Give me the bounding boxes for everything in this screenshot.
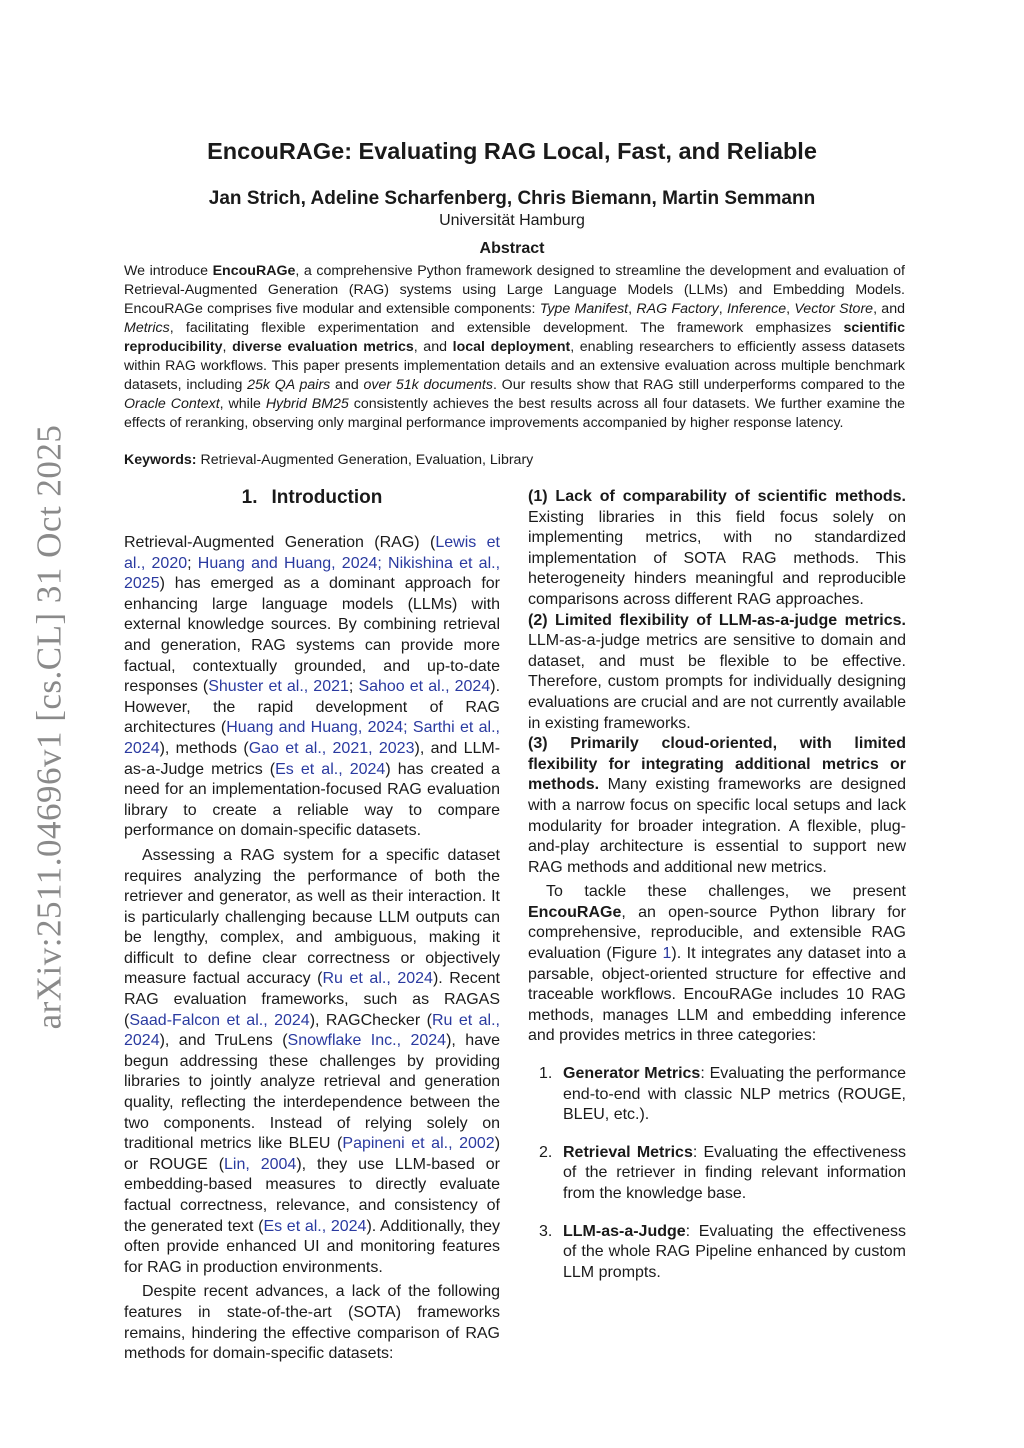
arxiv-identifier-text: arXiv:2511.04696v1 [cs.CL] 31 Oct 2025 xyxy=(29,424,68,1030)
intro-paragraph-1: Retrieval-Augmented Generation (RAG) (Lewis et al., 2020; Huang and Huang, 2024; Nikishina et al., 2025) has emerged as a dominant approach for enhancing large language models (LLMs) with external knowledge sources. By combining retrieval and generation, RAG systems can provide more factual, contextually grounded, and up-to-date responses (Shuster et al., 2021; Sahoo et al., 2024). However, the rapid development of RAG architectures (Huang and Huang, 2024; Sarthi et al., 2024), methods (Gao et al., 2021, 2023), and LLM-as-a-Judge metrics (Es et al., 2024) has created a need for an implementation-focused RAG evaluation library to create a reliable way to compare performance on domain-specific datasets. xyxy=(124,534,501,840)
section-heading-introduction: 1. Introduction xyxy=(241,487,383,508)
list-item: 3. LLM-as-a-Judge: Evaluating the effectiveness of the whole RAG Pipeline enhanced by custom LLM prompts. xyxy=(539,1222,906,1281)
citation-link[interactable]: Lewis et al., 2020 xyxy=(124,534,500,572)
issue-1: (1) Lack of comparability of scientific methods. Existing libraries in this field focus solely on implementing metrics, with no standardized implementation of SOTA RAG methods. This heterogeneity hinders meaningful and reproducible comparisons across different RAG approaches. xyxy=(528,488,906,608)
citation-link[interactable]: Gao et al., 2021, 2023 xyxy=(248,739,415,757)
citation-link[interactable]: Lin, 2004 xyxy=(224,1155,297,1173)
issue-2: (2) Limited flexibility of LLM-as-a-judge metrics. LLM-as-a-judge metrics are sensitive to domain and dataset, and must be flexible to be effective. Therefore, custom prompts for individually designing evaluations are crucial and are not currently available in existing frameworks. xyxy=(528,611,906,732)
issue-3: (3) Primarily cloud-oriented, with limited flexibility for integrating additional metrics or methods. Many existing frameworks are designed with a narrow focus on specific local setups and lack modularity for broader integration. A flexible, plug-and-play architecture is essential to support new RAG methods and additional new metrics. xyxy=(528,735,906,876)
citation-link[interactable]: Huang and Huang, 2024; Nikishina et al., 2025 xyxy=(124,554,501,593)
left-column xyxy=(124,486,500,1365)
keywords-text: Retrieval-Augmented Generation, Evaluation, Library xyxy=(196,452,534,468)
keywords-label: Keywords: xyxy=(124,452,197,468)
citation-link[interactable]: Papineni et al., 2002 xyxy=(342,1135,495,1153)
author-list: Jan Strich, Adeline Scharfenberg, Chris Biemann, Martin Semmann xyxy=(208,188,816,209)
citation-link[interactable]: Shuster et al., 2021 xyxy=(208,678,349,696)
citation-link[interactable]: Ru et al., 2024 xyxy=(124,1011,500,1050)
citation-link[interactable]: Ru et al., 2024 xyxy=(322,970,433,988)
affiliation: Universität Hamburg xyxy=(439,212,585,229)
intro-paragraph-3: Despite recent advances, a lack of the following features in state-of-the-art (SOTA) frameworks remains, hindering the effective comparison of RAG methods for domain-specific datasets: xyxy=(124,1283,500,1363)
right-column xyxy=(528,487,906,1300)
paper-title: EncouRAGe: Evaluating RAG Local, Fast, and Reliable xyxy=(207,138,817,164)
citation-link[interactable]: Saad-Falcon et al., 2024 xyxy=(129,1011,310,1029)
figure-link[interactable]: 1 xyxy=(662,945,672,963)
citation-link[interactable]: Snowflake Inc., 2024 xyxy=(287,1032,447,1050)
metric-categories-list xyxy=(528,1064,906,1283)
citation-link[interactable]: Es et al., 2024 xyxy=(275,760,386,778)
abstract-heading: Abstract xyxy=(479,240,545,257)
citation-link[interactable]: Huang and Huang, 2024; Sarthi et al., 2024 xyxy=(124,719,500,757)
citation-link[interactable]: Sahoo et al., 2024 xyxy=(358,678,491,696)
list-item: 2. Retrieval Metrics: Evaluating the effectiveness of the retriever in finding relevant information from the knowledge base. xyxy=(539,1143,906,1202)
list-item: 1. Generator Metrics: Evaluating the performance end-to-end with classic NLP metrics (ROUGE, BLEU, etc.). xyxy=(539,1065,906,1124)
arxiv-identifier xyxy=(26,424,72,1030)
abstract-body: We introduce EncouRAGe, a comprehensive Python framework designed to streamline the development and evaluation of Retrieval-Augmented Generation (RAG) systems using Large Language Models (LLMs) and Embedding Models. EncouRAGe comprises five modular and extensible components: Type Manifest, RAG Factory, Inference, Vector Store, and Metrics, facilitating flexible experimentation and extensible development. The framework emphasizes scientific reproducibility, diverse evaluation metrics, and local deployment, enabling researchers to efficiently assess datasets within RAG workflows. This paper presents implementation details and an extensive evaluation across multiple benchmark datasets, including 25k QA pairs and over 51k documents. Our results show that RAG still underperforms compared to the Oracle Context, while Hybrid BM25 consistently achieves the best results across all four datasets. We further examine the effects of reranking, observing only marginal performance improvements accompanied by higher response latency. xyxy=(124,263,906,431)
citation-link[interactable]: Es et al., 2024 xyxy=(263,1217,367,1235)
intro-paragraph-2: Assessing a RAG system for a specific dataset requires analyzing the performance of both the retriever and generator, as well as their interaction. It is particularly challenging because LLM outputs can be lengthy, complex, and ambiguous, making it difficult to define clear correctness or objectively measure factual accuracy (Ru et al., 2024). Recent RAG evaluation frameworks, such as RAGAS (Saad-Falcon et al., 2024), RAGChecker (Ru et al., 2024), and TruLens (Snowflake Inc., 2024), have begun addressing these challenges by providing libraries to jointly analyze retrieval and generation quality, reflecting the interdependence between the two components. Instead of relying solely on traditional metrics like BLEU (Papineni et al., 2002) or ROUGE (Lin, 2004), they use LLM-based or embedding-based measures to directly evaluate factual correctness, relevance, and consistency of the generated text (Es et al., 2024). Additionally, they often provide enhanced UI and monitoring features for RAG in production environments. xyxy=(124,846,501,1276)
keywords xyxy=(124,451,905,470)
intro-paragraph-4: To tackle these challenges, we present EncouRAGe, an open-source Python library for comprehensive, reproducible, and extensible RAG evaluation (Figure 1). It integrates any dataset into a parsable, object-oriented structure for effective and traceable workflows. EncouRAGe includes 10 RAG methods, manages LLM and embedding inference and provides metrics in three categories: xyxy=(528,883,906,1045)
